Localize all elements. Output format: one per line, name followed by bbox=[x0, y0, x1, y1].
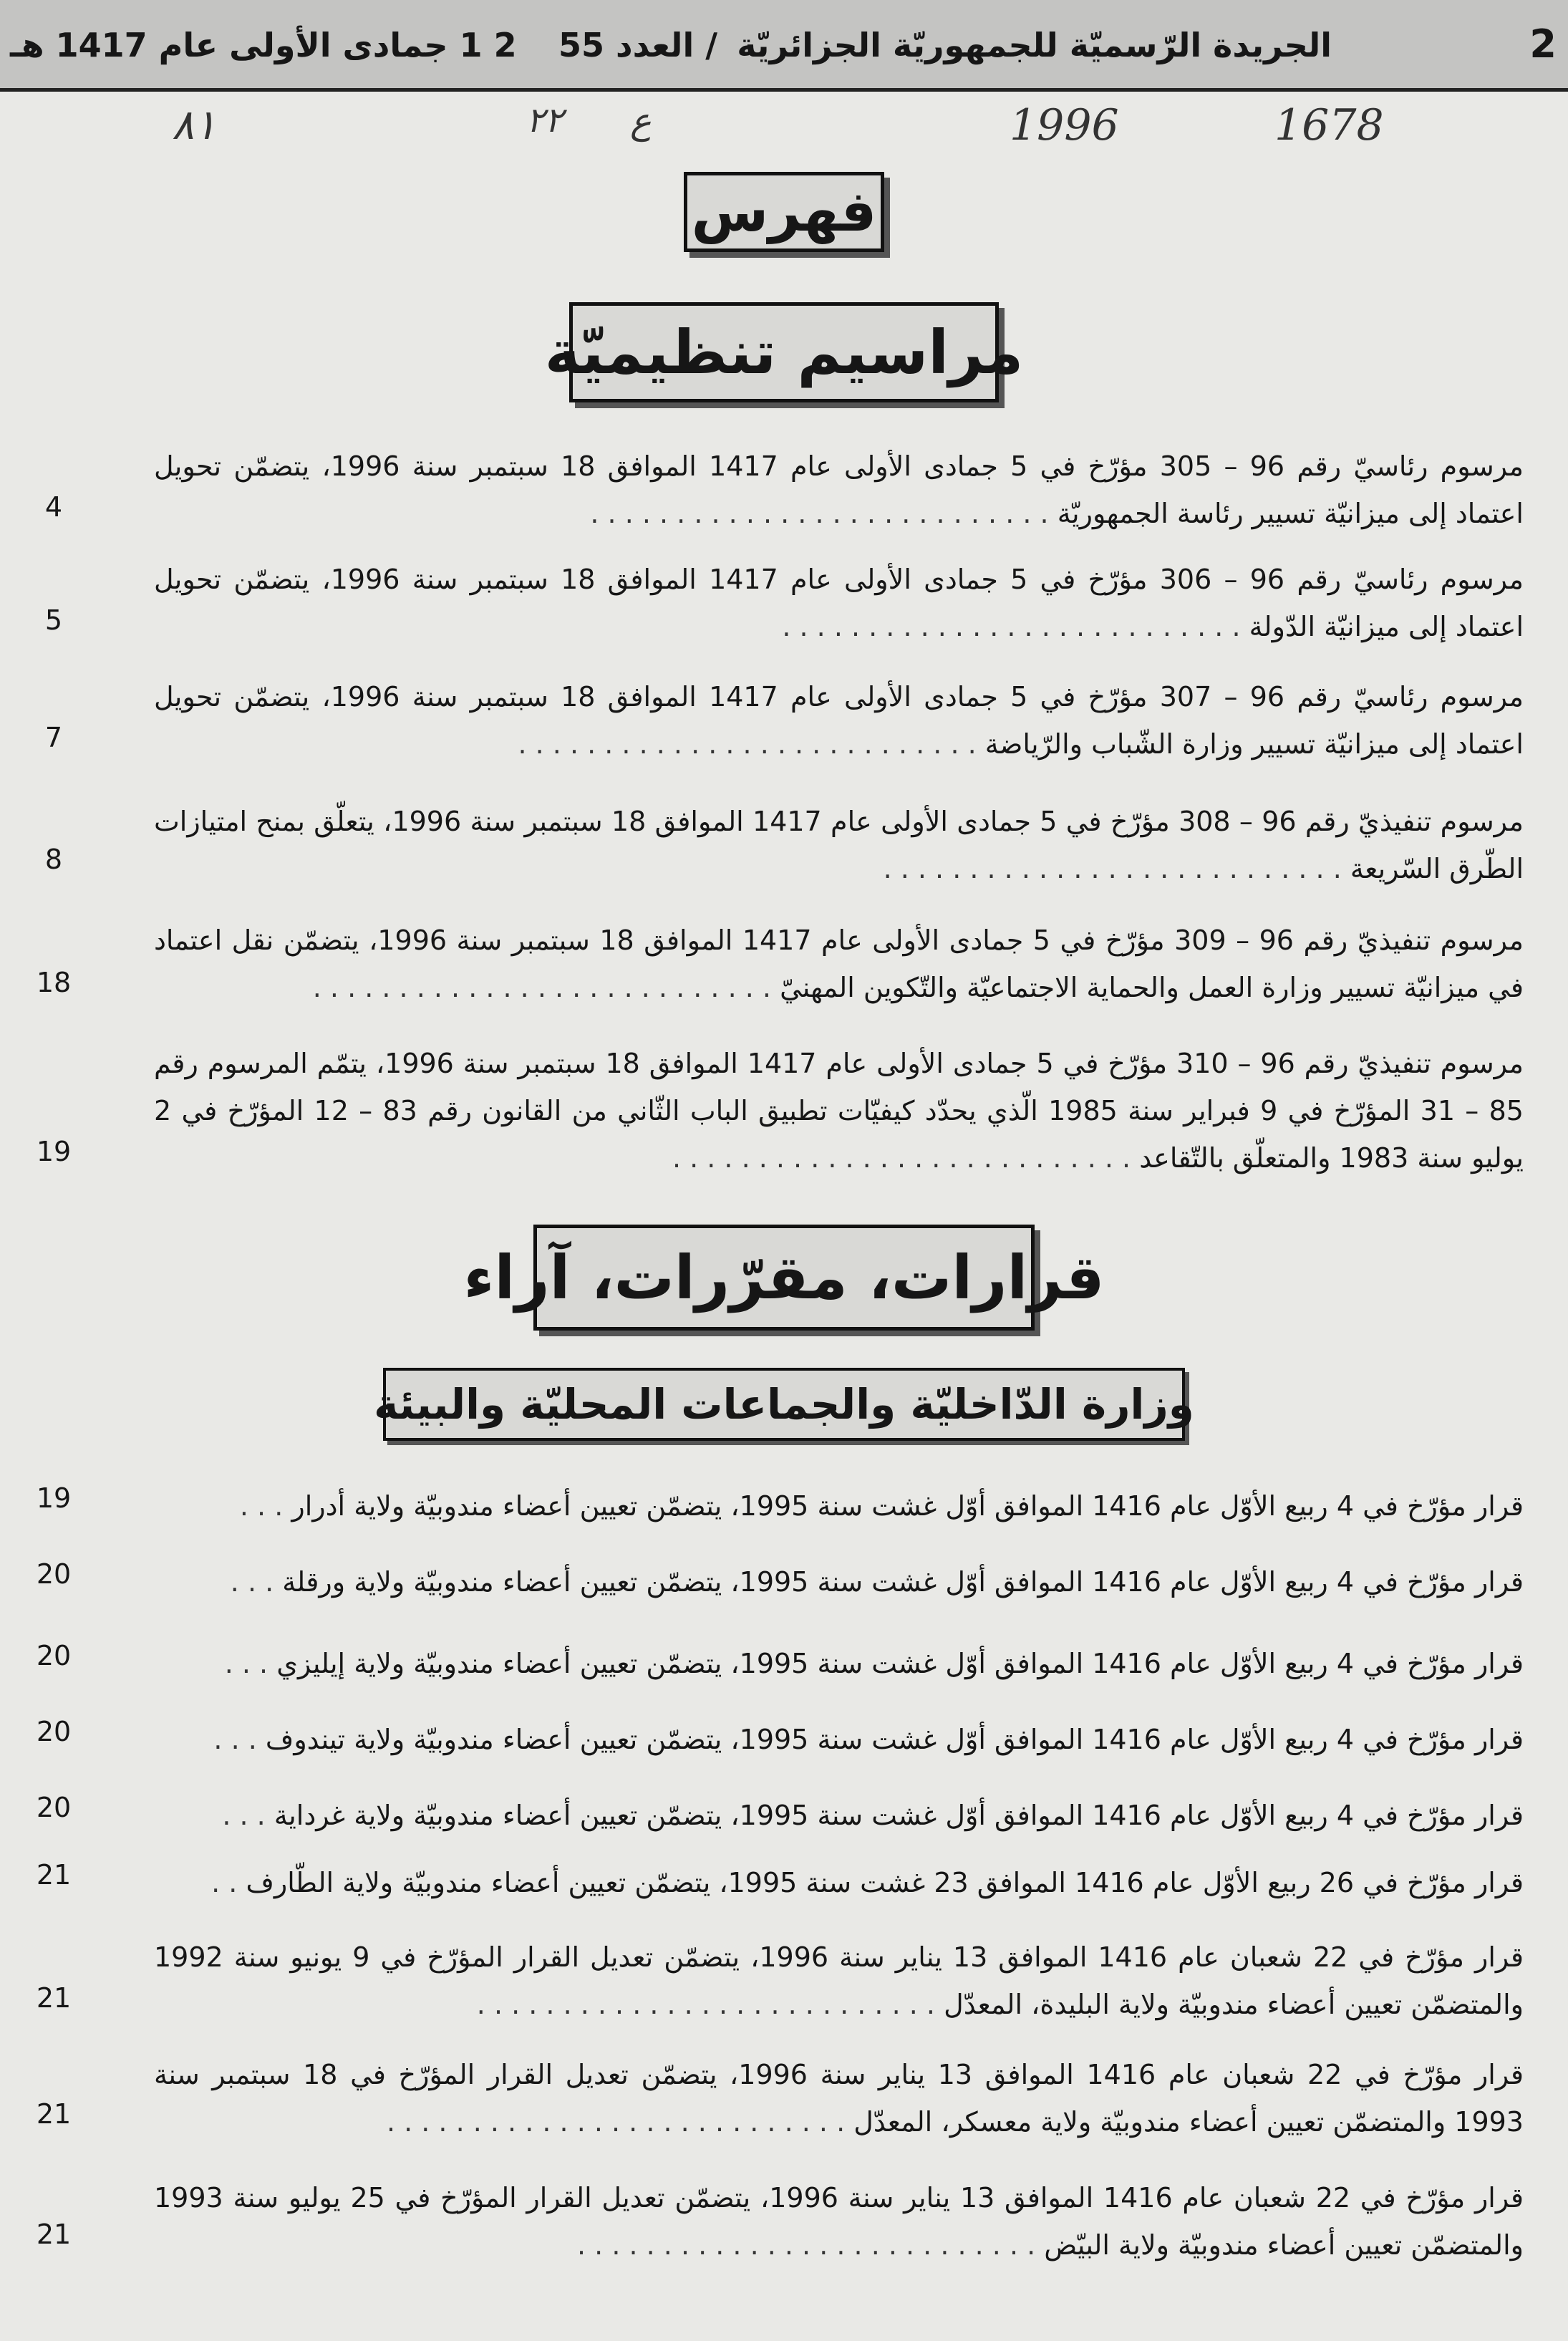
toc-entry-page: 5 bbox=[44, 604, 63, 636]
toc-entry-page: 18 bbox=[36, 967, 72, 998]
header-page-number: 2 bbox=[1529, 21, 1557, 67]
page-header bbox=[0, 0, 1568, 92]
toc-entry-text: مرسوم رئاسيّ رقم 96 – 305 مؤرّخ في 5 جمادى الأولى عام 1417 الموافق 18 سبتمبر سنة 1996، يتضمّن تحويل اعتماد إلى ميزانيّة تسيير رئاسة الجمهوريّة . . . . . . . . . . . . . . . . . . . . . . . . . . . bbox=[154, 450, 1524, 529]
handwritten-issue-note: ٢٢ bbox=[526, 100, 563, 140]
toc-entry-page: 7 bbox=[44, 722, 63, 753]
index-title: فهرس bbox=[684, 172, 884, 252]
toc-entry-text: مرسوم تنفيذيّ رقم 96 – 309 مؤرّخ في 5 جمادى الأولى عام 1417 الموافق 18 سبتمبر سنة 1996، يتضمّن نقل اعتماد في ميزانيّة تسيير وزارة العمل والحماية الاجتماعيّة والتّكوين المهنيّ . . . . . . . . . . . . . . . . . . . . . . . . . . . bbox=[154, 925, 1524, 1003]
toc-entry-page: 21 bbox=[36, 1859, 72, 1891]
handwritten-folio: ٨١ bbox=[172, 100, 217, 149]
handwritten-archive-number: 1678 bbox=[1274, 100, 1384, 150]
toc-entry-text: قرار مؤرّخ في 4 ربيع الأوّل عام 1416 الموافق أوّل غشت سنة 1995، يتضمّن تعيين أعضاء مندوبيّة ولاية تيندوف . . . bbox=[213, 1724, 1524, 1755]
toc-entry-text: مرسوم رئاسيّ رقم 96 – 306 مؤرّخ في 5 جمادى الأولى عام 1417 الموافق 18 سبتمبر سنة 1996، يتضمّن تحويل اعتماد إلى ميزانيّة الدّولة . . . . . . . . . . . . . . . . . . . . . . . . . . . bbox=[154, 564, 1524, 642]
toc-entry-text: قرار مؤرّخ في 22 شعبان عام 1416 الموافق 13 يناير سنة 1996، يتضمّن تعديل القرار المؤرّخ في 9 يونيو سنة 1992 والمتضمّن تعيين أعضاء مندوبيّة ولاية البليدة، المعدّل . . . . . . . . . . . . . . . . . . . . . . . . . . . bbox=[154, 1941, 1524, 2020]
toc-entry-text: قرار مؤرّخ في 4 ربيع الأوّل عام 1416 الموافق أوّل غشت سنة 1995، يتضمّن تعيين أعضاء مندوبيّة ولاية ورقلة . . . bbox=[230, 1566, 1524, 1598]
header-hijri-date: 2 1 جمادى الأولى عام 1417 هـ bbox=[10, 26, 517, 64]
handwritten-note: ع bbox=[630, 100, 652, 142]
toc-entry-page: 20 bbox=[36, 1716, 72, 1747]
toc-entry-page: 4 bbox=[44, 491, 63, 523]
toc-entry-page: 8 bbox=[44, 844, 63, 875]
toc-entry-page: 20 bbox=[36, 1640, 72, 1671]
decisions-title: قرارات، مقرّرات، آراء bbox=[533, 1225, 1035, 1331]
toc-entry-text: قرار مؤرّخ في 26 ربيع الأوّل عام 1416 الموافق 23 غشت سنة 1995، يتضمّن تعيين أعضاء مندوبيّة ولاية الطّارف . . bbox=[211, 1867, 1524, 1898]
toc-entry-page: 20 bbox=[36, 1558, 72, 1590]
regulatory-decrees-title: مراسيم تنظيميّة bbox=[569, 302, 999, 402]
toc-entry-text: مرسوم تنفيذيّ رقم 96 – 310 مؤرّخ في 5 جمادى الأولى عام 1417 الموافق 18 سبتمبر سنة 1996، يتمّم المرسوم رقم 85 – 31 المؤرّخ في 9 فبراير سنة 1985 الّذي يحدّد كيفيّات تطبيق الباب الثّاني من القانون رقم 83 – 12 المؤرّخ في 2 يوليو سنة 1983 والمتعلّق بالتّقاعد . . . . . . . . . . . . . . . . . . . . . . . . . . . bbox=[154, 1048, 1524, 1174]
toc-entry-page: 20 bbox=[36, 1792, 72, 1823]
toc-entry-text: مرسوم رئاسيّ رقم 96 – 307 مؤرّخ في 5 جمادى الأولى عام 1417 الموافق 18 سبتمبر سنة 1996، يتضمّن تحويل اعتماد إلى ميزانيّة تسيير وزارة الشّباب والرّياضة . . . . . . . . . . . . . . . . . . . . . . . . . . . bbox=[154, 681, 1524, 760]
toc-entry-text: قرار مؤرّخ في 4 ربيع الأوّل عام 1416 الموافق أوّل غشت سنة 1995، يتضمّن تعيين أعضاء مندوبيّة ولاية إيليزي . . . bbox=[224, 1648, 1524, 1679]
toc-entry-page: 19 bbox=[36, 1482, 72, 1514]
toc-entry-text: قرار مؤرّخ في 4 ربيع الأوّل عام 1416 الموافق أوّل غشت سنة 1995، يتضمّن تعيين أعضاء مندوبيّة ولاية غرداية . . . bbox=[222, 1800, 1524, 1831]
toc-entry-text: مرسوم تنفيذيّ رقم 96 – 308 مؤرّخ في 5 جمادى الأولى عام 1417 الموافق 18 سبتمبر سنة 1996، يتعلّق بمنح امتيازات الطّرق السّريعة . . . . . . . . . . . . . . . . . . . . . . . . . . . bbox=[154, 806, 1524, 884]
toc-entry-page: 19 bbox=[36, 1136, 72, 1167]
toc-entry-page: 21 bbox=[36, 2098, 72, 2130]
toc-entry-text: قرار مؤرّخ في 22 شعبان عام 1416 الموافق 13 يناير سنة 1996، يتضمّن تعديل القرار المؤرّخ في 25 يوليو سنة 1993 والمتضمّن تعيين أعضاء مندوبيّة ولاية البيّض . . . . . . . . . . . . . . . . . . . . . . . . . . . bbox=[154, 2182, 1524, 2261]
toc-entry-text: قرار مؤرّخ في 4 ربيع الأوّل عام 1416 الموافق أوّل غشت سنة 1995، يتضمّن تعيين أعضاء مندوبيّة ولاية أدرار . . . bbox=[239, 1490, 1524, 1522]
ministry-title: وزارة الدّاخليّة والجماعات المحليّة والبيئة bbox=[383, 1368, 1185, 1441]
toc-entry-page: 21 bbox=[36, 2219, 72, 2250]
header-publication-title: الجريدة الرّسميّة للجمهوريّة الجزائريّة bbox=[737, 26, 1332, 64]
toc-entry-text: قرار مؤرّخ في 22 شعبان عام 1416 الموافق 13 يناير سنة 1996، يتضمّن تعديل القرار المؤرّخ في 18 سبتمبر سنة 1993 والمتضمّن تعيين أعضاء مندوبيّة ولاية معسكر، المعدّل . . . . . . . . . . . . . . . . . . . . . . . . . . . bbox=[154, 2059, 1524, 2138]
handwritten-year: 1996 bbox=[1010, 100, 1119, 150]
toc-entry-page: 21 bbox=[36, 1982, 72, 2014]
header-issue-number: / العدد 55 bbox=[558, 26, 718, 64]
